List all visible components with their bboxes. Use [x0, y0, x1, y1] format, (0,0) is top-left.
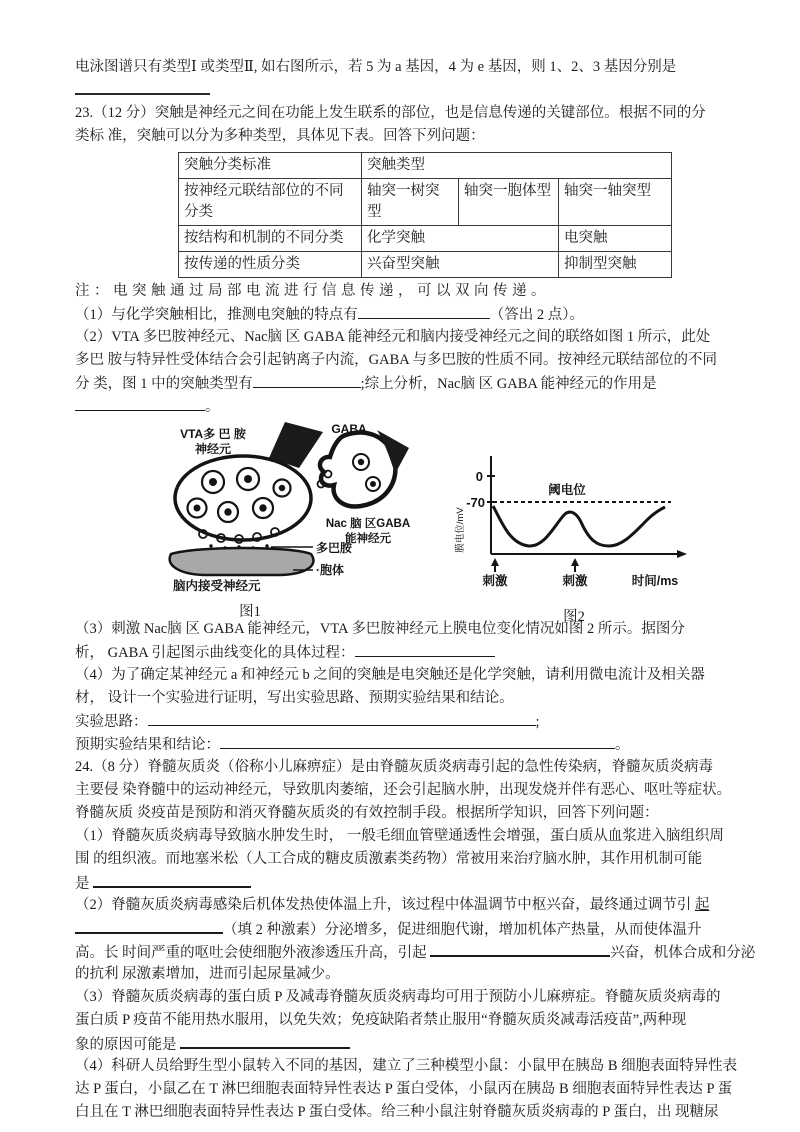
q23-idea-post: ;	[535, 714, 540, 730]
q23-stem-line1: 23.（12 分）突触是神经元之间在功能上发生联系的部位，也是信息传递的关键部位。根据不同的分	[75, 105, 706, 121]
vta-label-line1: VTA多 巴 胺	[180, 427, 246, 441]
table-cell-inhibitory: 抑制型突触	[559, 252, 672, 278]
soma-label: ·胞体	[316, 563, 344, 577]
q24-sub4-line2: 达 P 蛋白，小鼠乙在 T 淋巴细胞表面特异性表达 P 蛋白受体，小鼠丙在胰岛 B 细胞表面特异性表达 P 蛋	[75, 1081, 733, 1097]
q23-sub1-line	[75, 303, 762, 326]
answer-blank	[148, 710, 536, 726]
q23-sub3-line2-pre: 析， GABA 引起图示曲线变化的具体过程：	[75, 645, 355, 661]
q24-sub2-line1-pre: （2）脊髓灰质炎病毒感染后机体发热使体温上升，该过程中体温调节中枢兴奋，最终通过调节引	[75, 897, 695, 913]
q24-sub2-line3-pre: 高。长 时间严重的呕吐会使细胞外液渗透压升高，引起	[75, 945, 431, 961]
figure2-block	[449, 450, 699, 626]
table-row	[179, 226, 672, 252]
q24-sub1-line3-pre: 是	[75, 876, 94, 892]
answer-blank	[430, 940, 610, 957]
dopamine-label: 多巴胺	[316, 541, 353, 555]
figure1-synapse-diagram	[85, 422, 415, 594]
table-cell-chemical: 化学突触	[362, 226, 559, 252]
stimulus-arrow-1	[491, 558, 499, 566]
threshold-label: 阈电位	[548, 483, 586, 497]
q24-sub2-line1-underlined: 起	[694, 897, 710, 913]
table-cell-axoaxonic: 轴突一轴突型	[559, 179, 672, 226]
q23-result-line	[75, 733, 762, 756]
q23-idea-pre: 实验思路：	[75, 714, 148, 730]
q23-result-post: 。	[615, 737, 630, 753]
table-header-criteria: 突触分类标准	[179, 153, 362, 179]
answer-blank	[220, 733, 615, 749]
vta-label-line2: 神经元	[194, 442, 232, 456]
q24-sub4-line3: 白且在 T 淋巴细胞表面特异性表达 P 蛋白受体。给三种小鼠注射脊髓灰质炎病毒的 P 蛋白，出 现糖尿	[75, 1104, 719, 1120]
receiver-label: 脑内接受神经元	[173, 579, 261, 593]
q24-sub2-line4: 的抗利 尿激素增加，进而引起尿量减少。	[75, 966, 340, 982]
table-cell-structure-label: 按结构和机制的不同分类	[179, 226, 362, 252]
table-cell-axosomatic: 轴突一胞体型	[459, 179, 559, 226]
answer-blank	[253, 372, 361, 388]
intro-line: 电泳图谱只有类型Ⅰ 或类型Ⅱ, 如右图所示，若 5 为 a 基因，4 为 e 基因，则 1、2、3 基因分别是	[75, 59, 677, 75]
table-row	[179, 179, 672, 226]
table-header-type: 突触类型	[362, 153, 672, 179]
q23-sub4-line1: （4）为了确定某神经元 a 和神经元 b 之间的突触是电突触还是化学突触，请利用微电流计及相关器	[75, 667, 705, 683]
q24-sub3-line1: （3）脊髓灰质炎病毒的蛋白质 P 及减毒脊髓灰质炎病毒均可用于预防小儿麻痹症。脊髓灰质炎病毒的	[75, 989, 721, 1005]
q23-sub2-line3	[75, 372, 762, 395]
q23-sub4-line2: 材， 设计一个实验进行证明，写出实验思路、预期实验结果和结论。	[75, 690, 514, 706]
x-axis-arrow	[677, 550, 687, 558]
nac-label-line2: 能神经元	[345, 533, 391, 545]
answer-blank	[75, 395, 205, 411]
q23-idea-line	[75, 710, 762, 733]
q23-sub3-line2	[75, 641, 762, 664]
q24-sub3-line3	[75, 1032, 762, 1055]
tick-label-0: 0	[475, 469, 483, 484]
q23-sub2-line4	[75, 395, 762, 418]
q24-sub1-line1: （1）脊髓灰质炎病毒导致脑水肿发生时， 一般毛细血管壁通透性会增强，蛋白质从血浆进入脑组织周	[75, 828, 724, 844]
q23-sub2-line3-pre: 分 类，图 1 中的突触类型有	[75, 376, 253, 392]
tick-label-minus70: -70	[466, 495, 485, 510]
q24-sub1-line3	[75, 871, 762, 894]
answer-blank	[75, 917, 223, 934]
figure2-membrane-potential-chart	[449, 450, 699, 590]
figure1-block	[85, 422, 415, 621]
table-row	[179, 252, 672, 278]
table-cell-excitatory: 兴奋型突触	[362, 252, 559, 278]
figure2-caption: 图2	[563, 609, 585, 625]
q23-stem-line2: 类标 准，突触可以分为多种类型，具体见下表。回答下列问题：	[75, 128, 485, 144]
table-cell-axodendritic: 轴突一树突型	[362, 179, 459, 226]
q24-stem-line3: 脊髓灰质 炎疫苗是预防和消灭脊髓灰质炎的有效控制手段。根据所学知识，回答下列问题：	[75, 805, 659, 821]
stimulus-label-2: 刺激	[562, 574, 588, 588]
q24-sub3-line3-pre: 象的原因可能是	[75, 1037, 181, 1053]
q24-stem-line2: 主要侵 染脊髓中的运动神经元，导致肌肉萎缩，还会引起脑水肿，出现发烧并伴有恶心、呕吐等症状。	[75, 782, 732, 798]
receiving-neuron-soma	[170, 548, 314, 575]
stimulus-label-1: 刺激	[482, 574, 508, 588]
q24-sub2-line2-post: （填 2 种激素）分泌增多，促进细胞代谢，增加机体产热量，从而使体温升	[223, 922, 702, 938]
nac-label-line1: Nac 脑 区GABA	[325, 518, 411, 530]
q24-sub2-line2	[75, 917, 762, 940]
q24-sub2-line3-post: 兴奋，机体合成和分泌	[610, 945, 756, 961]
table-row	[179, 153, 672, 179]
figure1-caption: 图1	[239, 604, 261, 620]
q23-sub1-pre: （1）与化学突触相比，推测电突触的特点有	[75, 307, 358, 323]
q24-stem-line1: 24.（8 分）脊髓灰质炎（俗称小儿麻痹症）是由脊髓灰质炎病毒引起的急性传染病，脊髓灰质炎病毒	[75, 759, 713, 775]
q23-result-pre: 预期实验结果和结论：	[75, 737, 220, 753]
membrane-potential-curve	[493, 506, 665, 546]
answer-blank	[180, 1032, 350, 1049]
q24-sub2-line3	[75, 940, 762, 963]
gaba-label: GABA	[331, 422, 367, 436]
q24-sub3-line2: 蛋白质 P 疫苗不能用热水服用，以免失效；免疫缺陷者禁止服用“脊髓灰质炎减毒活疫苗”,两种现	[75, 1012, 687, 1028]
q23-sub2-line4-end: 。	[205, 399, 220, 415]
q23-note-line: 注：电突触通过局部电流进行信息传递，可以双向传递。	[75, 283, 550, 299]
q23-sub2-line1: （2）VTA 多巴胺神经元、Nac脑 区 GABA 能神经元和脑内接受神经元之间的联络如图 1 所示，此处	[75, 329, 711, 345]
table-cell-property-label: 按传递的性质分类	[179, 252, 362, 278]
answer-rule-line	[75, 79, 762, 102]
q23-sub3-line1: （3）刺激 Nac脑 区 GABA 能神经元，VTA 多巴胺神经元上膜电位变化情况如图 2 所示。据图分	[75, 621, 685, 637]
answer-blank	[93, 871, 251, 888]
q23-sub2-line2: 多巴 胺与特异性受体结合会引起钠离子内流，GABA 与多巴胺的性质不同。按神经元联结部位的不同	[75, 352, 718, 368]
answer-blank	[358, 303, 490, 319]
q23-sub2-line3-post: ;综上分析，Nac脑 区 GABA 能神经元的作用是	[360, 376, 657, 392]
y-axis-label: 膜电位/mV	[455, 507, 466, 553]
q24-sub4-line1: （4）科研人员给野生型小鼠转入不同的基因，建立了三种模型小鼠：小鼠甲在胰岛 B 细胞表面特异性表	[75, 1058, 738, 1074]
figures-row	[75, 422, 762, 625]
q24-sub1-line2: 围 的组织液。而地塞米松（人工合成的糖皮质激素类药物）常被用来治疗脑水肿，其作用机制可能	[75, 851, 703, 867]
answer-blank	[355, 641, 495, 657]
answer-rule	[75, 79, 210, 95]
stimulus-arrow-2	[571, 558, 579, 566]
table-cell-electrical: 电突触	[559, 226, 672, 252]
q24-sub2-line1	[75, 894, 762, 917]
table-cell-position-label: 按神经元联结部位的不同分类	[179, 179, 362, 226]
x-axis-label: 时间/ms	[631, 574, 679, 588]
synapse-classification-table	[178, 152, 672, 278]
q23-sub1-post: （答出 2 点）。	[489, 307, 584, 323]
